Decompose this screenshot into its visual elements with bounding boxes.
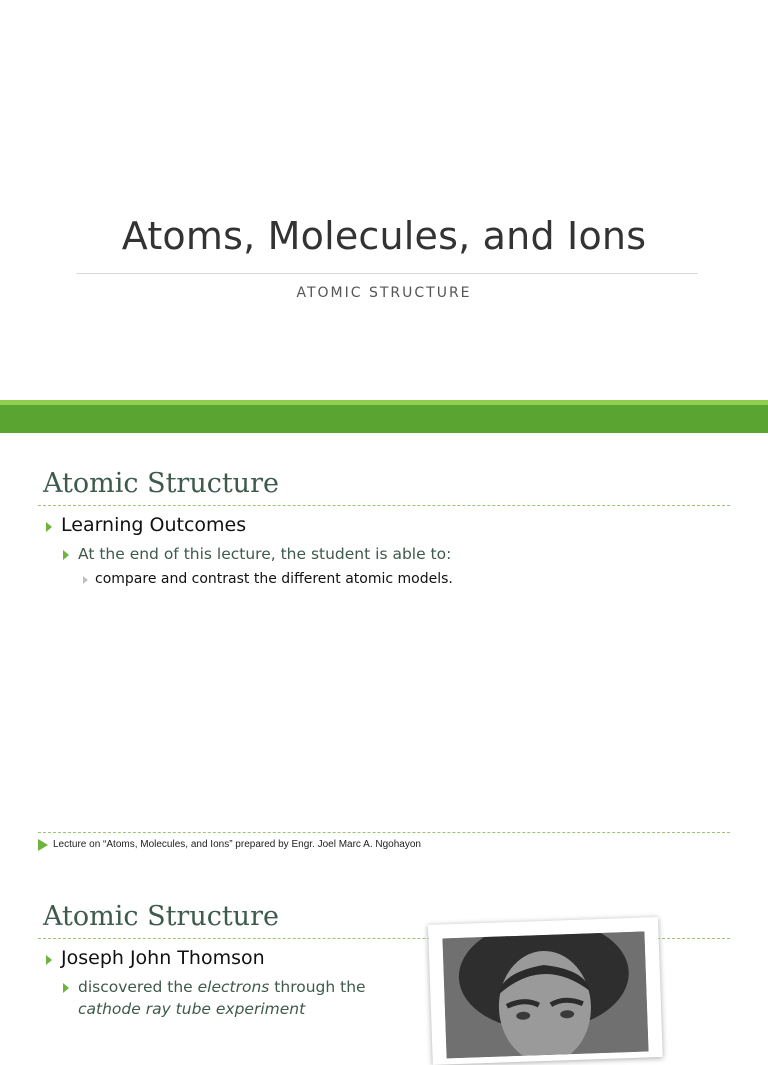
slide-title: Atoms, Molecules, and Ions bbox=[121, 214, 647, 258]
title-slide bbox=[0, 0, 768, 400]
slide2-heading-divider bbox=[38, 505, 730, 506]
slide2-bullet-level3: compare and contrast the different atomic models. bbox=[95, 571, 453, 587]
slide3-bullet-level2-line1 bbox=[78, 978, 366, 996]
green-bullet-arrow-icon bbox=[63, 550, 69, 560]
slide3-heading: Atomic Structure bbox=[43, 901, 279, 932]
grey-bullet-arrow-icon bbox=[83, 576, 88, 584]
text-run: through the bbox=[269, 978, 366, 996]
portrait-image bbox=[442, 931, 648, 1058]
slide2-heading: Atomic Structure bbox=[43, 468, 279, 499]
slide2-bullet-level1: Learning Outcomes bbox=[61, 514, 247, 536]
accent-band-dark bbox=[0, 405, 768, 433]
emphasis-electrons: electrons bbox=[197, 978, 270, 996]
portrait-photo-frame bbox=[428, 917, 663, 1065]
slide3-bullet-level1: Joseph John Thomson bbox=[61, 947, 265, 969]
slide3-bullet-level2-line2: cathode ray tube experiment bbox=[78, 1000, 306, 1018]
slide2-footer-text: Lecture on “Atoms, Molecules, and Ions” prepared by Engr. Joel Marc A. Ngohayon bbox=[53, 839, 421, 850]
green-bullet-arrow-icon bbox=[46, 955, 52, 965]
green-bullet-arrow-icon bbox=[63, 983, 69, 993]
slide2-footer-divider bbox=[38, 832, 730, 833]
title-divider bbox=[76, 273, 698, 274]
slide2-bullet-level2: At the end of this lecture, the student is able to: bbox=[78, 545, 452, 563]
green-footer-arrow-icon bbox=[38, 839, 48, 851]
green-bullet-arrow-icon bbox=[46, 522, 52, 532]
text-run: discovered the bbox=[78, 978, 198, 996]
portrait-photo bbox=[442, 931, 648, 1058]
slide-subtitle: ATOMIC STRUCTURE bbox=[296, 285, 472, 301]
